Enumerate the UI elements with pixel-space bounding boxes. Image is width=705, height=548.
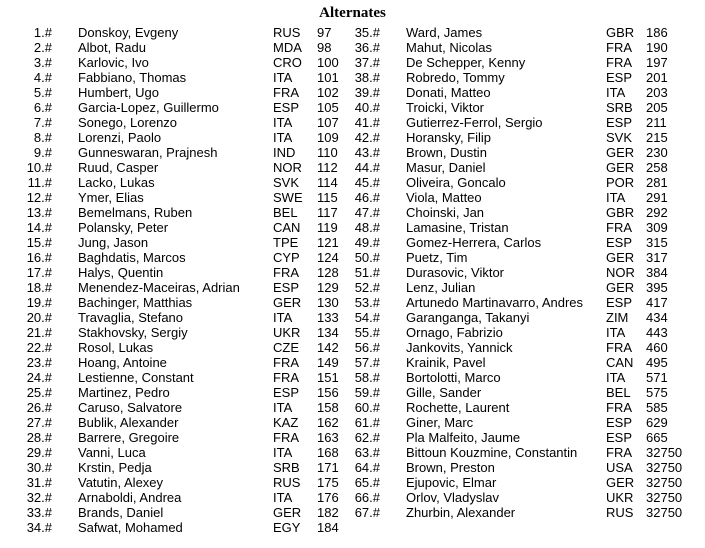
seed-number: 60.# [354,400,380,415]
player-name: Gutierrez-Ferrol, Sergio [406,115,543,130]
seed-number: 18.# [26,280,52,295]
player-rank: 98 [317,40,332,55]
seed-number: 1.# [33,25,52,40]
player-name: Fabbiano, Thomas [78,70,187,85]
country-code: GBR [606,25,635,40]
player-name: Jung, Jason [78,235,149,250]
seed-number: 12.# [26,190,52,205]
seed-number: 58.# [354,370,380,385]
player-rank: 130 [317,295,339,310]
seed-number: 24.# [26,370,52,385]
player-name: Lamasine, Tristan [406,220,509,235]
player-rank: 384 [646,265,668,280]
player-rank: 105 [317,100,339,115]
seed-number: 22.# [26,340,52,355]
country-code: MDA [273,40,302,55]
player-name: Humbert, Ugo [78,85,159,100]
seed-number: 15.# [26,235,52,250]
player-name: Lacko, Lukas [78,175,155,190]
seed-number: 37.# [354,55,380,70]
country-code: CRO [273,55,302,70]
seed-number: 32.# [26,490,52,505]
country-code: CZE [273,340,299,355]
player-rank: 115 [317,190,338,205]
player-rank: 258 [646,160,668,175]
player-name: Martinez, Pedro [78,385,170,400]
country-code: ESP [606,415,633,430]
seed-number: 34.# [26,520,52,535]
seed-number: 57.# [354,355,380,370]
player-name: Oliveira, Goncalo [406,175,506,190]
player-rank: 190 [646,40,668,55]
player-rank: 124 [317,250,339,265]
country-code: EGY [273,520,301,535]
country-code: GBR [606,205,635,220]
country-code: KAZ [273,415,299,430]
country-code: UKR [273,325,301,340]
player-name: Ejupovic, Elmar [406,475,497,490]
country-code: ESP [606,70,633,85]
player-name: Ruud, Casper [78,160,159,175]
player-rank: 109 [317,130,339,145]
seed-number: 13.# [26,205,52,220]
player-rank: 112 [317,160,338,175]
player-name: Robredo, Tommy [406,70,505,85]
player-rank: 101 [317,70,339,85]
country-code: ITA [273,310,293,325]
player-rank: 32750 [646,475,683,490]
country-code: ITA [273,130,293,145]
country-code: ITA [273,400,293,415]
player-rank: 315 [646,235,668,250]
player-rank: 211 [646,115,667,130]
player-name: Jankovits, Yannick [406,340,513,355]
seed-number: 44.# [354,160,380,175]
country-code: FRA [606,55,632,70]
seed-number: 17.# [26,265,52,280]
country-code: GER [606,250,635,265]
player-name: Hoang, Antoine [78,355,167,370]
player-name: Rosol, Lukas [78,340,154,355]
seed-number: 59.# [354,385,380,400]
player-rank: 114 [317,175,338,190]
country-code: BEL [606,385,631,400]
seed-number: 23.# [26,355,52,370]
seed-number: 39.# [354,85,380,100]
seed-number: 10.# [26,160,52,175]
country-code: ESP [273,280,300,295]
seed-number: 53.# [354,295,380,310]
player-name: Barrere, Gregoire [78,430,180,445]
player-rank: 102 [317,85,339,100]
seed-number: 42.# [354,130,380,145]
country-code: GER [273,505,302,520]
seed-number: 28.# [26,430,52,445]
player-name: Gomez-Herrera, Carlos [406,235,542,250]
seed-number: 9.# [33,145,52,160]
player-name: Safwat, Mohamed [78,520,183,535]
country-code: USA [606,460,633,475]
seed-number: 29.# [26,445,52,460]
country-code: NOR [606,265,635,280]
seed-number: 54.# [354,310,380,325]
player-rank: 158 [317,400,339,415]
seed-number: 45.# [354,175,380,190]
player-name: Bortolotti, Marco [406,370,501,385]
country-code: NOR [273,160,302,175]
country-code: SRB [273,460,300,475]
player-rank: 443 [646,325,668,340]
player-name: Orlov, Vladyslav [406,490,499,505]
seed-number: 49.# [354,235,380,250]
country-code: ITA [606,190,626,205]
player-name: Rochette, Laurent [406,400,510,415]
seed-number: 47.# [354,205,380,220]
country-code: SRB [606,100,633,115]
player-name: Brown, Preston [406,460,495,475]
player-rank: 162 [317,415,339,430]
player-name: Artunedo Martinavarro, Andres [406,295,584,310]
player-name: Karlovic, Ivo [78,55,149,70]
country-code: ITA [606,325,626,340]
player-rank: 317 [646,250,668,265]
country-code: ITA [606,370,626,385]
player-name: Vatutin, Alexey [78,475,164,490]
seed-number: 33.# [26,505,52,520]
player-name: Garanganga, Takanyi [406,310,530,325]
player-rank: 197 [646,55,668,70]
seed-number: 11.# [27,175,52,190]
player-rank: 495 [646,355,668,370]
page-title: Alternates [319,5,386,21]
player-name: Arnaboldi, Andrea [78,490,182,505]
player-rank: 32750 [646,460,683,475]
player-name: Lestienne, Constant [78,370,194,385]
player-name: Troicki, Viktor [406,100,485,115]
player-rank: 107 [317,115,339,130]
seed-number: 41.# [354,115,380,130]
country-code: FRA [606,445,632,460]
country-code: SVK [606,130,633,145]
country-code: CAN [273,220,301,235]
country-code: RUS [606,505,634,520]
player-rank: 176 [317,490,339,505]
seed-number: 67.# [354,505,380,520]
player-name: Sonego, Lorenzo [78,115,178,130]
player-rank: 151 [317,370,339,385]
seed-number: 19.# [26,295,52,310]
seed-number: 3.# [33,55,52,70]
seed-number: 38.# [354,70,380,85]
seed-number: 6.# [33,100,52,115]
player-name: Donskoy, Evgeny [78,25,179,40]
seed-number: 30.# [26,460,52,475]
country-code: ITA [273,490,293,505]
player-rank: 292 [646,205,668,220]
player-rank: 133 [317,310,339,325]
country-code: ESP [273,100,300,115]
seed-number: 36.# [354,40,380,55]
country-code: POR [606,175,635,190]
player-name: Choinski, Jan [406,205,485,220]
seed-number: 26.# [26,400,52,415]
country-code: TPE [273,235,299,250]
player-name: Bittoun Kouzmine, Constantin [406,445,578,460]
player-rank: 142 [317,340,339,355]
player-name: Durasovic, Viktor [406,265,505,280]
player-rank: 395 [646,280,668,295]
player-rank: 32750 [646,490,683,505]
player-rank: 205 [646,100,668,115]
player-name: Ward, James [406,25,483,40]
player-rank: 281 [646,175,668,190]
player-rank: 629 [646,415,668,430]
seed-number: 20.# [26,310,52,325]
player-rank: 182 [317,505,339,520]
country-code: FRA [273,370,299,385]
player-name: Menendez-Maceiras, Adrian [78,280,240,295]
player-name: Krstin, Pedja [78,460,152,475]
seed-number: 2.# [33,40,52,55]
country-code: FRA [273,85,299,100]
seed-number: 25.# [26,385,52,400]
player-rank: 32750 [646,505,683,520]
country-code: ESP [606,430,633,445]
seed-number: 55.# [354,325,380,340]
player-rank: 665 [646,430,668,445]
country-code: SVK [273,175,300,190]
player-rank: 186 [646,25,668,40]
player-rank: 215 [646,130,668,145]
player-name: Mahut, Nicolas [406,40,492,55]
player-name: Giner, Marc [406,415,474,430]
seed-number: 65.# [354,475,380,490]
player-name: Masur, Daniel [406,160,486,175]
player-rank: 434 [646,310,668,325]
country-code: ESP [273,385,300,400]
seed-number: 40.# [354,100,380,115]
player-rank: 571 [646,370,668,385]
player-name: Vanni, Luca [78,445,146,460]
player-rank: 149 [317,355,339,370]
country-code: FRA [273,265,299,280]
seed-number: 43.# [354,145,380,160]
seed-number: 52.# [354,280,380,295]
country-code: FRA [606,400,632,415]
country-code: FRA [273,430,299,445]
country-code: FRA [606,340,632,355]
seed-number: 56.# [354,340,380,355]
seed-number: 50.# [354,250,380,265]
country-code: RUS [273,25,301,40]
country-code: ESP [606,115,633,130]
player-name: Bemelmans, Ruben [78,205,193,220]
seed-number: 14.# [26,220,52,235]
seed-number: 16.# [26,250,52,265]
country-code: CAN [606,355,634,370]
player-name: Bublik, Alexander [78,415,179,430]
player-rank: 291 [646,190,668,205]
country-code: RUS [273,475,301,490]
player-name: Brands, Daniel [78,505,164,520]
seed-number: 61.# [354,415,380,430]
player-rank: 128 [317,265,339,280]
country-code: CYP [273,250,300,265]
player-name: Garcia-Lopez, Guillermo [78,100,219,115]
player-name: Krainik, Pavel [406,355,486,370]
player-rank: 32750 [646,445,683,460]
seed-number: 63.# [354,445,380,460]
player-name: Ornago, Fabrizio [406,325,503,340]
player-rank: 117 [317,205,338,220]
seed-number: 46.# [354,190,380,205]
player-name: Stakhovsky, Sergiy [78,325,188,340]
player-rank: 184 [317,520,339,535]
player-name: Donati, Matteo [406,85,491,100]
country-code: IND [273,145,296,160]
player-rank: 119 [317,220,338,235]
seed-number: 4.# [33,70,52,85]
player-rank: 230 [646,145,668,160]
player-name: Pla Malfeito, Jaume [406,430,521,445]
seed-number: 51.# [354,265,380,280]
player-name: Polansky, Peter [78,220,169,235]
country-code: ITA [273,70,293,85]
player-name: Puetz, Tim [406,250,468,265]
seed-number: 21.# [26,325,52,340]
country-code: FRA [606,220,632,235]
country-code: GER [606,145,635,160]
player-rank: 134 [317,325,339,340]
player-rank: 168 [317,445,339,460]
player-name: Zhurbin, Alexander [406,505,516,520]
player-name: Horansky, Filip [406,130,492,145]
player-name: Ymer, Elias [78,190,144,205]
seed-number: 35.# [354,25,380,40]
country-code: ZIM [606,310,629,325]
country-code: ITA [273,445,293,460]
seed-number: 5.# [33,85,52,100]
player-name: Baghdatis, Marcos [78,250,186,265]
player-name: Travaglia, Stefano [78,310,184,325]
country-code: GER [606,160,635,175]
country-code: ITA [273,115,293,130]
player-rank: 129 [317,280,339,295]
player-rank: 163 [317,430,339,445]
player-name: Halys, Quentin [78,265,164,280]
player-rank: 309 [646,220,668,235]
seed-number: 8.# [33,130,52,145]
player-rank: 417 [646,295,668,310]
country-code: ESP [606,235,633,250]
seed-number: 66.# [354,490,380,505]
player-name: Brown, Dustin [406,145,487,160]
player-rank: 460 [646,340,668,355]
player-rank: 100 [317,55,339,70]
country-code: FRA [606,40,632,55]
seed-number: 64.# [354,460,380,475]
player-rank: 110 [317,145,338,160]
country-code: FRA [273,355,299,370]
player-rank: 585 [646,400,668,415]
player-name: Albot, Radu [78,40,146,55]
seed-number: 27.# [26,415,52,430]
seed-number: 7.# [33,115,52,130]
player-rank: 175 [317,475,339,490]
player-rank: 575 [646,385,668,400]
player-rank: 156 [317,385,339,400]
player-rank: 201 [646,70,668,85]
country-code: GER [273,295,302,310]
player-name: Lenz, Julian [406,280,476,295]
country-code: UKR [606,490,634,505]
country-code: GER [606,280,635,295]
player-rank: 121 [317,235,339,250]
player-name: Bachinger, Matthias [78,295,193,310]
seed-number: 48.# [354,220,380,235]
country-code: SWE [273,190,303,205]
player-name: Caruso, Salvatore [78,400,183,415]
player-name: Gille, Sander [406,385,482,400]
country-code: ITA [606,85,626,100]
player-rank: 97 [317,25,332,40]
seed-number: 62.# [354,430,380,445]
player-name: Gunneswaran, Prajnesh [78,145,218,160]
country-code: ESP [606,295,633,310]
seed-number: 31.# [26,475,52,490]
country-code: GER [606,475,635,490]
player-name: Viola, Matteo [406,190,482,205]
player-rank: 171 [317,460,339,475]
player-rank: 203 [646,85,668,100]
country-code: BEL [273,205,298,220]
player-name: Lorenzi, Paolo [78,130,162,145]
player-name: De Schepper, Kenny [406,55,526,70]
